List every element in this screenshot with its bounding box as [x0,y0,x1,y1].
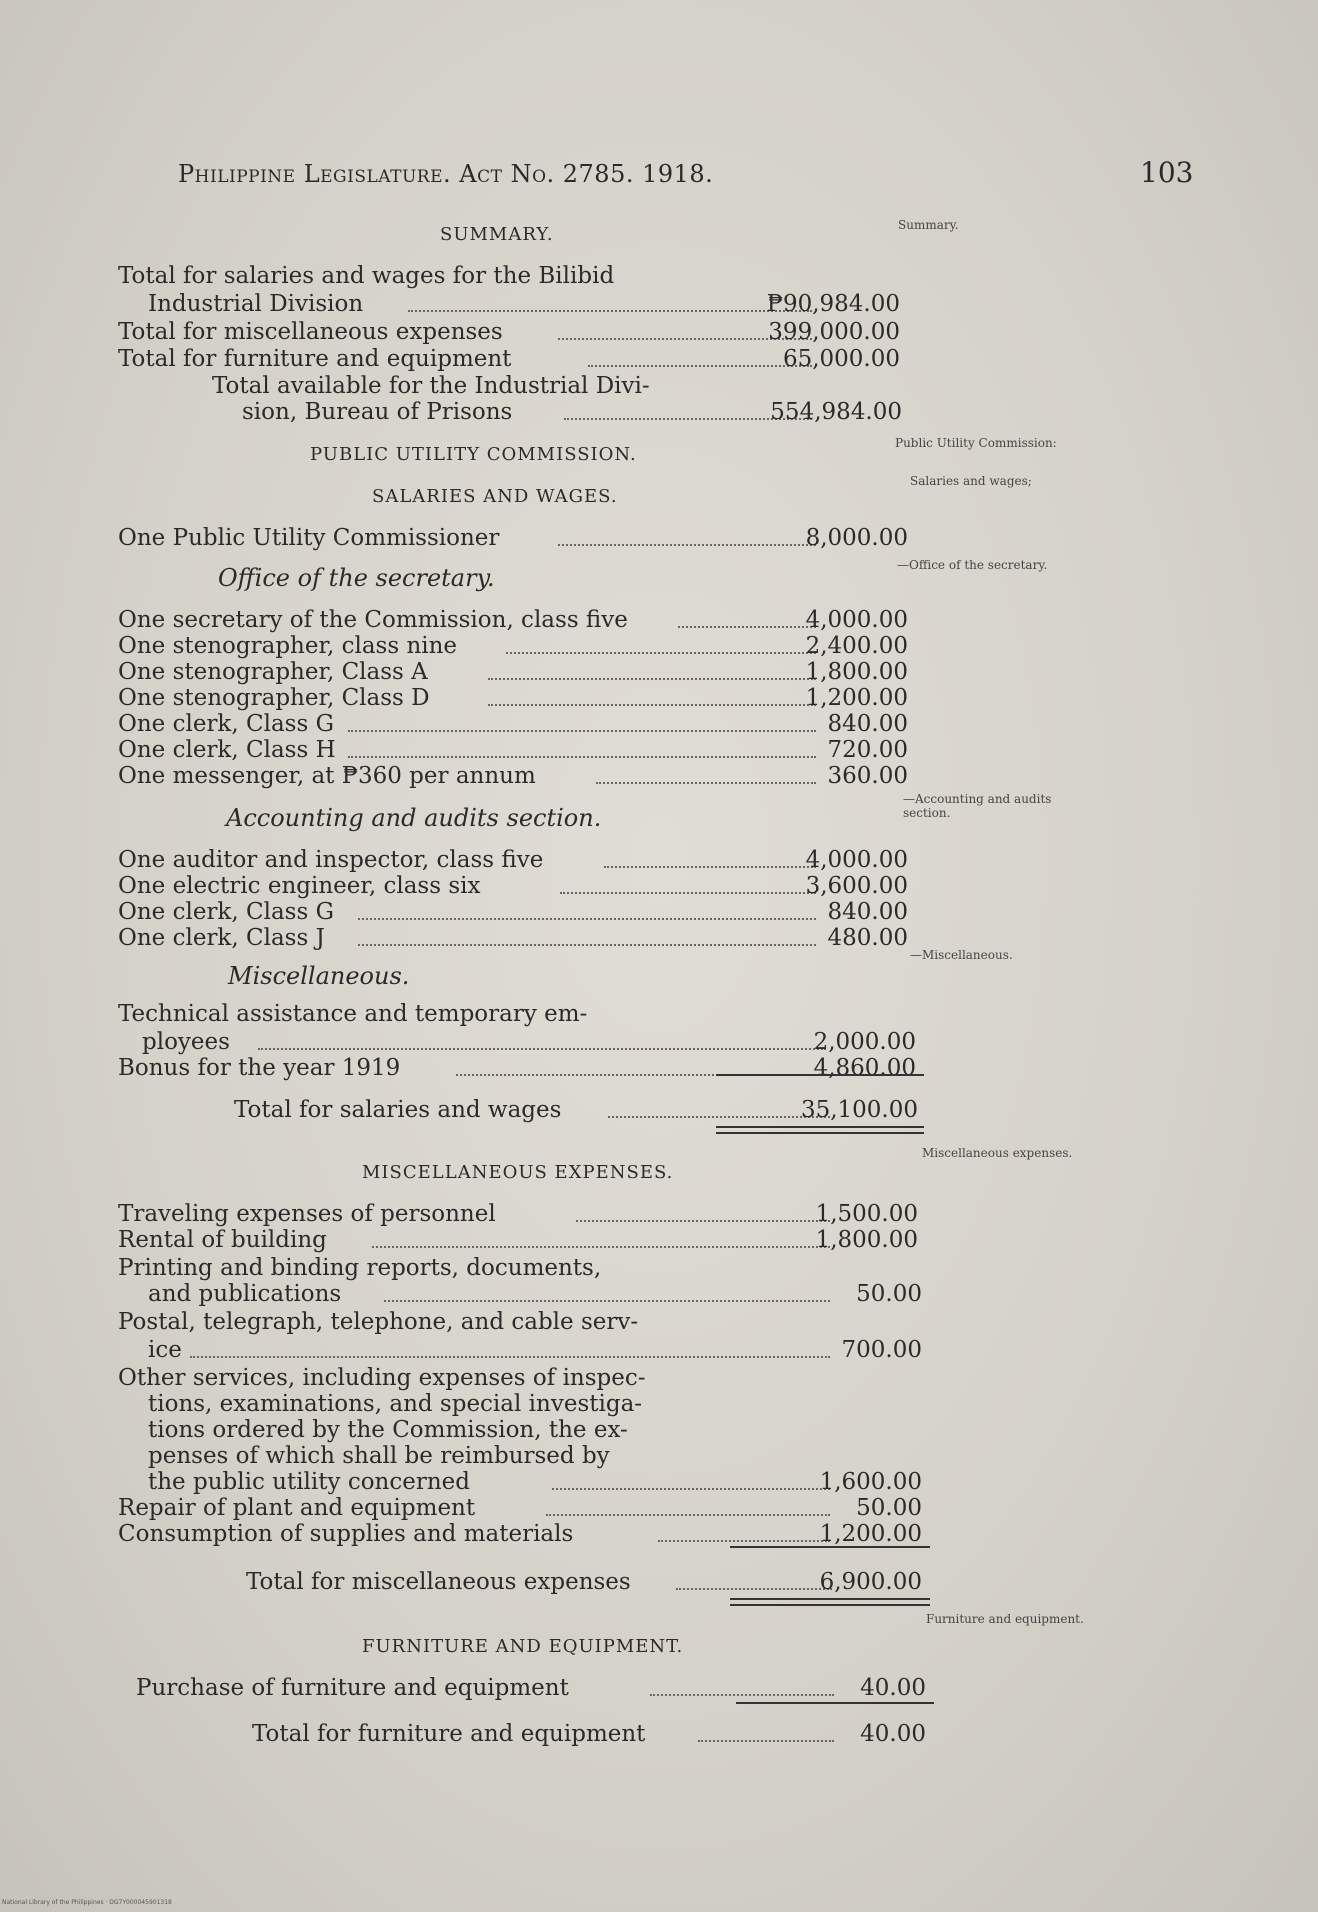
furniture-line: Purchase of furniture and equipment 40.00 [136,1675,926,1701]
expense-line: tions ordered by the Commission, the ex- [148,1417,628,1443]
page-number: 103 [1140,156,1194,189]
margin-note-salaries: Salaries and wages; [910,474,1032,488]
total-line: Total for miscellaneous expenses 6,900.00 [246,1569,922,1595]
subtotal-rule [736,1702,934,1704]
summary-line: sion, Bureau of Prisons 554,984.00 [242,399,902,425]
expense-line: tions, examinations, and special investiga- [148,1391,643,1417]
expense-line: Rental of building 1,800.00 [118,1227,918,1253]
salary-line: ployees 2,000.00 [142,1029,916,1055]
office-secretary-heading: Office of the secretary. [218,564,495,592]
expense-line: the public utility concerned 1,600.00 [148,1469,922,1495]
salary-line: One stenographer, Class A 1,800.00 [118,659,908,685]
puc-heading: PUBLIC UTILITY COMMISSION. [310,444,637,465]
expense-line: Printing and binding reports, documents, [118,1255,602,1281]
margin-note-puc: Public Utility Commission: [895,436,1057,450]
summary-line: Total for miscellaneous expenses 399,000.00 [118,319,900,345]
salary-line: One Public Utility Commissioner 8,000.00 [118,525,908,551]
margin-note-misc: —Miscellaneous. [910,948,1013,962]
salary-line: One clerk, Class H 720.00 [118,737,908,763]
furniture-heading: FURNITURE AND EQUIPMENT. [362,1636,684,1657]
salary-line: One messenger, at ₱360 per annum 360.00 [118,763,908,789]
salary-line: One clerk, Class G 840.00 [118,711,908,737]
expense-line: ice 700.00 [148,1337,922,1363]
expense-line: Postal, telegraph, telephone, and cable serv- [118,1309,639,1335]
scan-credit: National Library of the Philippines · DG7Y000045901318 [2,1899,172,1906]
salary-line: One auditor and inspector, class five 4,000.00 [118,847,908,873]
summary-line: Total for furniture and equipment 65,000.00 [118,346,900,372]
salaries-heading: SALARIES AND WAGES. [372,486,618,507]
accounting-heading: Accounting and audits section. [226,804,602,832]
margin-note-furniture: Furniture and equipment. [926,1612,1084,1626]
salary-line: Technical assistance and temporary em- [118,1001,588,1027]
margin-note-summary: Summary. [898,218,959,232]
salary-line: Bonus for the year 1919 4,860.00 [118,1055,916,1081]
total-line: Total for salaries and wages 35,100.00 [234,1097,918,1123]
salary-line: One stenographer, Class D 1,200.00 [118,685,908,711]
misc-expenses-heading: MISCELLANEOUS EXPENSES. [362,1162,674,1183]
salary-line: One secretary of the Commission, class five 4,000.00 [118,607,908,633]
expense-line: Other services, including expenses of inspec- [118,1365,646,1391]
subtotal-rule [730,1546,930,1548]
total-line: Total for furniture and equipment 40.00 [252,1721,926,1747]
salary-line: One clerk, Class G 840.00 [118,899,908,925]
total-double-rule [730,1598,930,1606]
expense-line: Traveling expenses of personnel 1,500.00 [118,1201,918,1227]
subtotal-rule [716,1074,924,1076]
summary-heading: SUMMARY. [440,224,554,245]
margin-note-accounting: —Accounting and audits section. [903,792,1052,820]
summary-line: Industrial Division ₱90,984.00 [148,291,900,317]
margin-note-office: —Office of the secretary. [897,558,1048,572]
total-double-rule [716,1126,924,1134]
running-head: Philippine Legislature. Act No. 2785. 1918. [178,160,714,188]
salary-line: One stenographer, class nine 2,400.00 [118,633,908,659]
margin-note-misc-expenses: Miscellaneous expenses. [922,1146,1073,1160]
summary-line: Total for salaries and wages for the Bilibid [118,263,615,289]
expense-line: Consumption of supplies and materials 1,200.00 [118,1521,922,1547]
salary-line: One clerk, Class J 480.00 [118,925,908,951]
expense-line: penses of which shall be reimbursed by [148,1443,610,1469]
summary-line: Total available for the Industrial Divi- [212,373,650,399]
salary-line: One electric engineer, class six 3,600.00 [118,873,908,899]
expense-line: Repair of plant and equipment 50.00 [118,1495,922,1521]
expense-line: and publications 50.00 [148,1281,922,1307]
miscellaneous-heading: Miscellaneous. [228,962,410,990]
